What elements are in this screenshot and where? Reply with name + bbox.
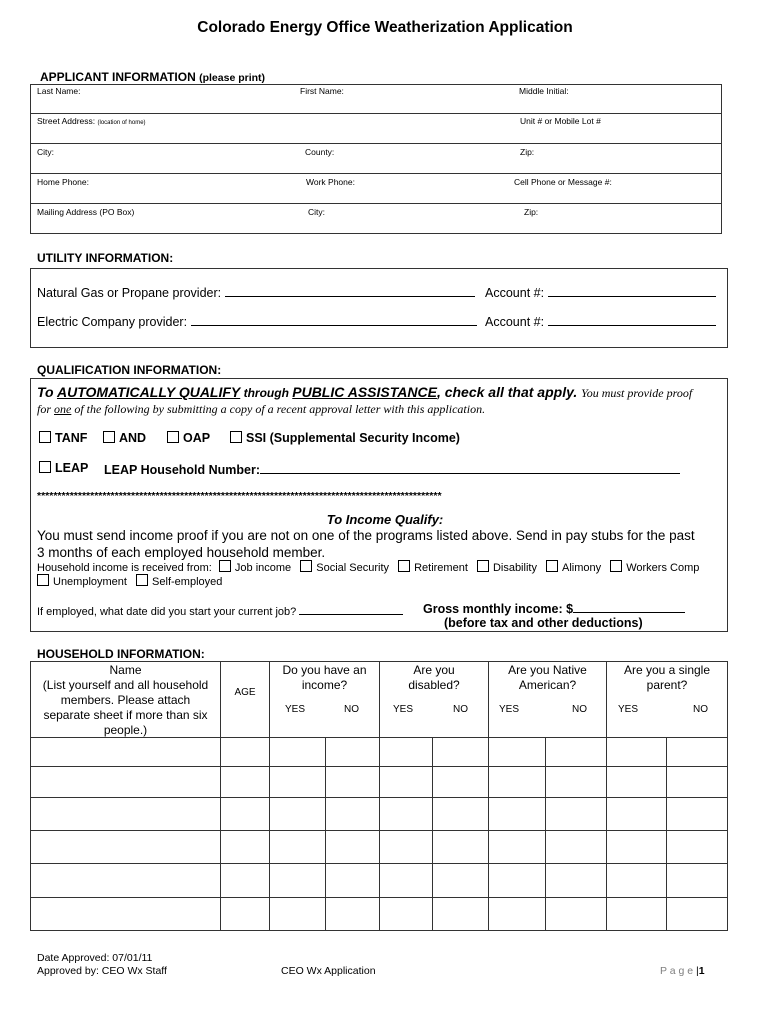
auto-suffix: , check all that apply. xyxy=(436,384,578,400)
middle-initial-field[interactable]: Middle Initial: xyxy=(519,86,569,96)
qualification-heading: QUALIFICATION INFORMATION: xyxy=(37,363,222,377)
auto-qualify-line xyxy=(37,384,692,402)
page-separator: | xyxy=(696,965,699,977)
gross-income-input[interactable] xyxy=(573,600,685,613)
disabled-col-line: Are you xyxy=(413,663,455,677)
program-oap[interactable] xyxy=(167,431,210,445)
unemployment-label: Unemployment xyxy=(53,576,127,588)
leap-number-input[interactable] xyxy=(260,461,680,474)
alimony-label: Alimony xyxy=(562,562,602,574)
oap-label: OAP xyxy=(183,431,211,445)
star-divider: *************************************************************************************************** xyxy=(37,490,442,502)
auto-prefix: To xyxy=(37,384,57,400)
program-leap[interactable] xyxy=(39,461,88,475)
income-qualify-heading: To Income Qualify: xyxy=(326,512,444,527)
retirement-checkbox[interactable] xyxy=(398,560,410,572)
electric-account-input[interactable] xyxy=(548,313,716,326)
household-heading: HOUSEHOLD INFORMATION: xyxy=(37,647,205,661)
household-row[interactable] xyxy=(31,898,727,930)
income-col-line: income? xyxy=(301,678,348,692)
native-column-header xyxy=(489,663,606,693)
program-ssi[interactable] xyxy=(230,431,460,445)
ssi-checkbox[interactable] xyxy=(230,431,242,443)
household-row[interactable] xyxy=(31,831,727,863)
page-label: P a g e xyxy=(660,965,694,977)
social-security-label: Social Security xyxy=(316,562,390,574)
income-col-line: Do you have an xyxy=(282,663,367,677)
employed-date-input[interactable] xyxy=(299,602,403,615)
mailing-zip-field[interactable]: Zip: xyxy=(524,207,539,217)
single-no-label: NO xyxy=(693,704,708,715)
ssi-label: SSI (Supplemental Security Income) xyxy=(246,431,460,445)
mailing-address-field[interactable]: Mailing Address (PO Box) xyxy=(37,207,135,217)
proof-2c: of the following by submitting a copy of a recent approval letter with this application. xyxy=(71,402,486,416)
utility-box xyxy=(30,268,728,348)
gas-provider-label: Natural Gas or Propane provider: xyxy=(37,286,222,300)
income-no-label: NO xyxy=(344,704,359,715)
native-col-line: Are you Native xyxy=(508,663,587,677)
proof-2a: for xyxy=(37,402,55,416)
and-checkbox[interactable] xyxy=(103,431,115,443)
tanf-label: TANF xyxy=(55,431,88,445)
county-field[interactable]: County: xyxy=(305,147,335,157)
income-text-1: You must send income proof if you are not on one of the programs listed above. Send in pay stubs for the past xyxy=(37,528,695,543)
single-yes-label: YES xyxy=(618,704,639,715)
gas-provider-row xyxy=(37,284,475,300)
single-col-line: Are you a single xyxy=(623,663,711,677)
gas-account-input[interactable] xyxy=(548,284,716,297)
job-income-label: Job income xyxy=(234,562,292,574)
job-income-checkbox[interactable] xyxy=(219,560,231,572)
electric-provider-input[interactable] xyxy=(191,313,477,326)
leap-label: LEAP xyxy=(55,461,89,475)
page-title: Colorado Energy Office Weatherization Application xyxy=(197,19,573,36)
mailing-city-field[interactable]: City: xyxy=(308,207,325,217)
single-col-line: parent? xyxy=(646,678,688,692)
income-sources-row-2 xyxy=(37,574,222,588)
alimony-checkbox[interactable] xyxy=(546,560,558,572)
name-col-line: people.) xyxy=(103,723,148,737)
disability-checkbox[interactable] xyxy=(477,560,489,572)
page-number xyxy=(660,965,705,977)
applicant-heading-text: APPLICANT INFORMATION xyxy=(40,70,196,84)
street-label: Street Address: xyxy=(37,116,96,126)
gas-account-row xyxy=(485,284,716,300)
proof-line-2 xyxy=(37,402,485,417)
employed-date-row xyxy=(37,602,403,618)
date-approved: Date Approved: 07/01/11 xyxy=(37,952,153,964)
cell-phone-field[interactable]: Cell Phone or Message #: xyxy=(514,177,612,187)
auto-through: through xyxy=(240,386,293,400)
and-label: AND xyxy=(119,431,147,445)
disabled-no-label: NO xyxy=(453,704,468,715)
leap-checkbox[interactable] xyxy=(39,461,51,473)
applicant-heading xyxy=(40,70,265,84)
home-phone-field[interactable]: Home Phone: xyxy=(37,177,89,187)
income-sources-row-1 xyxy=(37,560,699,574)
disabled-col-line: disabled? xyxy=(408,678,460,692)
electric-provider-row xyxy=(37,313,477,329)
zip-field[interactable]: Zip: xyxy=(520,147,535,157)
gas-provider-input[interactable] xyxy=(225,284,475,297)
leap-number-row xyxy=(104,461,680,477)
street-address-field[interactable] xyxy=(37,116,146,126)
first-name-field[interactable]: First Name: xyxy=(300,86,344,96)
unemployment-checkbox[interactable] xyxy=(37,574,49,586)
name-col-line: Name xyxy=(109,663,142,677)
page-num: 1 xyxy=(698,965,705,977)
household-row[interactable] xyxy=(31,767,727,797)
proof-line-1: You must provide proof xyxy=(581,386,693,400)
approved-by: Approved by: CEO Wx Staff xyxy=(37,965,167,977)
program-and[interactable] xyxy=(103,431,146,445)
electric-provider-label: Electric Company provider: xyxy=(37,315,188,329)
native-no-label: NO xyxy=(572,704,587,715)
disabled-column-header xyxy=(380,663,488,693)
age-column-header: AGE xyxy=(234,687,256,698)
self-employed-label: Self-employed xyxy=(152,576,223,588)
household-row[interactable] xyxy=(31,738,727,766)
employed-date-label: If employed, what date did you start your current job? xyxy=(37,606,297,618)
gross-income-label: Gross monthly income: $ xyxy=(423,602,574,616)
oap-checkbox[interactable] xyxy=(167,431,179,443)
applicant-heading-note: (please print) xyxy=(199,72,266,84)
self-employed-checkbox[interactable] xyxy=(136,574,148,586)
auto-emph: AUTOMATICALLY QUALIFY xyxy=(56,384,241,400)
disability-label: Disability xyxy=(492,562,537,574)
single-parent-column-header xyxy=(607,663,727,693)
name-col-line: (List yourself and all household xyxy=(42,678,209,692)
household-row[interactable] xyxy=(31,798,727,830)
auto-public: PUBLIC ASSISTANCE xyxy=(292,384,437,400)
tanf-checkbox[interactable] xyxy=(39,431,51,443)
income-source-label: Household income is received from: xyxy=(37,562,212,574)
work-phone-field[interactable]: Work Phone: xyxy=(306,177,355,187)
form-name: CEO Wx Application xyxy=(281,965,376,977)
social-security-checkbox[interactable] xyxy=(300,560,312,572)
last-name-field[interactable]: Last Name: xyxy=(37,86,81,96)
program-tanf[interactable] xyxy=(39,431,87,445)
workers-comp-checkbox[interactable] xyxy=(610,560,622,572)
disabled-yes-label: YES xyxy=(393,704,414,715)
electric-account-row xyxy=(485,313,716,329)
proof-2b: one xyxy=(54,402,72,416)
electric-account-label: Account #: xyxy=(485,315,545,329)
native-yes-label: YES xyxy=(499,704,520,715)
gas-account-label: Account #: xyxy=(485,286,545,300)
gross-income-note: (before tax and other deductions) xyxy=(444,616,643,630)
retirement-label: Retirement xyxy=(414,562,468,574)
income-column-header xyxy=(270,663,379,693)
gross-income-row xyxy=(423,600,685,616)
name-col-line: members. Please attach xyxy=(60,693,191,707)
income-yes-label: YES xyxy=(285,704,306,715)
name-column-header xyxy=(31,663,220,738)
leap-number-label: LEAP Household Number: xyxy=(104,463,261,477)
native-col-line: American? xyxy=(518,678,577,692)
street-note: (location of home) xyxy=(97,120,146,126)
workers-comp-label: Workers Comp xyxy=(626,562,700,574)
name-col-line: separate sheet if more than six xyxy=(43,708,208,722)
unit-field[interactable]: Unit # or Mobile Lot # xyxy=(520,116,601,126)
utility-heading: UTILITY INFORMATION: xyxy=(37,251,174,265)
income-text-2: 3 months of each employed household member. xyxy=(37,545,326,560)
household-row[interactable] xyxy=(31,864,727,897)
city-field[interactable]: City: xyxy=(37,147,54,157)
